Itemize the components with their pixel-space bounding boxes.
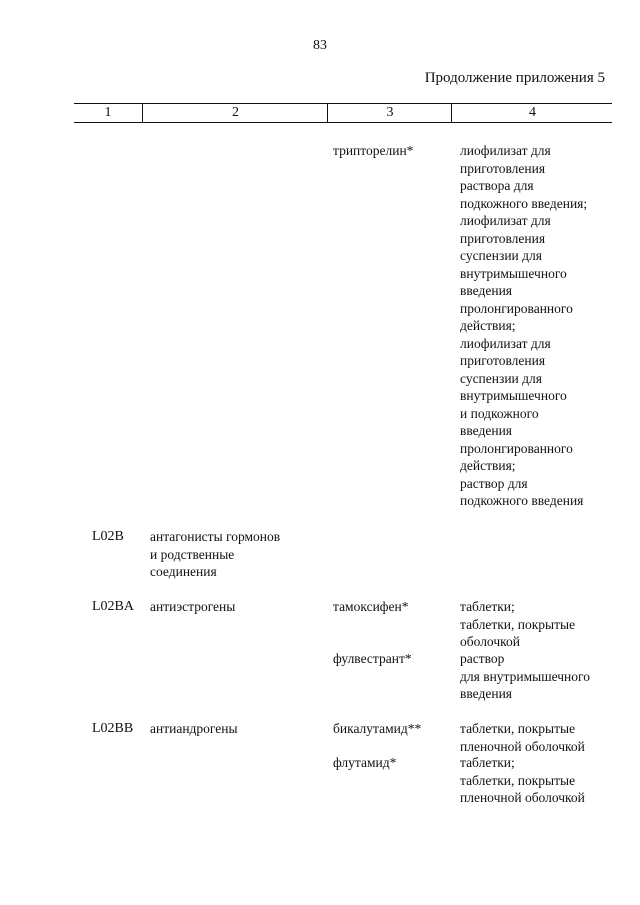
drug-name: трипторелин* bbox=[333, 143, 414, 158]
atc-code: L02B bbox=[92, 529, 124, 544]
drug-name: фулвестрант* bbox=[333, 651, 412, 666]
drug-name: бикалутамид** bbox=[333, 721, 422, 736]
page-number: 83 bbox=[313, 38, 327, 53]
header-col-4: 4 bbox=[451, 104, 613, 122]
header-col-1: 1 bbox=[104, 105, 112, 120]
table-header bbox=[74, 103, 612, 123]
dosage-forms: таблетки, покрытые пленочной оболочкой bbox=[460, 721, 585, 754]
group-name: антиандрогены bbox=[150, 721, 238, 736]
group-name: антиэстрогены bbox=[150, 599, 236, 614]
continuation-label: Продолжение приложения 5 bbox=[424, 70, 605, 86]
dosage-forms: таблетки; таблетки, покрытые оболочкой bbox=[460, 599, 576, 649]
dosage-forms: таблетки; таблетки, покрытые пленочной оболочкой bbox=[460, 755, 585, 805]
group-name: антагонисты гормонов и родственные соединения bbox=[150, 529, 281, 579]
atc-code: L02BB bbox=[92, 721, 134, 736]
header-col-3: 3 bbox=[327, 104, 452, 122]
drug-name: тамоксифен* bbox=[333, 599, 409, 614]
drug-name: флутамид* bbox=[333, 755, 397, 770]
dosage-forms: раствор для внутримышечного введения bbox=[460, 651, 590, 701]
atc-code: L02BA bbox=[92, 599, 134, 614]
header-col-2: 2 bbox=[142, 104, 328, 122]
dosage-forms: лиофилизат для приготовления раствора для подкожного введения; лиофилизат для приготовления суспензии для внутримышечного введения пролонгированного действия; лиофилизат для приготовления суспензии для внутримышечного и подкожного введения пролонгированного действия; раствор для подкожного введения bbox=[460, 143, 588, 508]
